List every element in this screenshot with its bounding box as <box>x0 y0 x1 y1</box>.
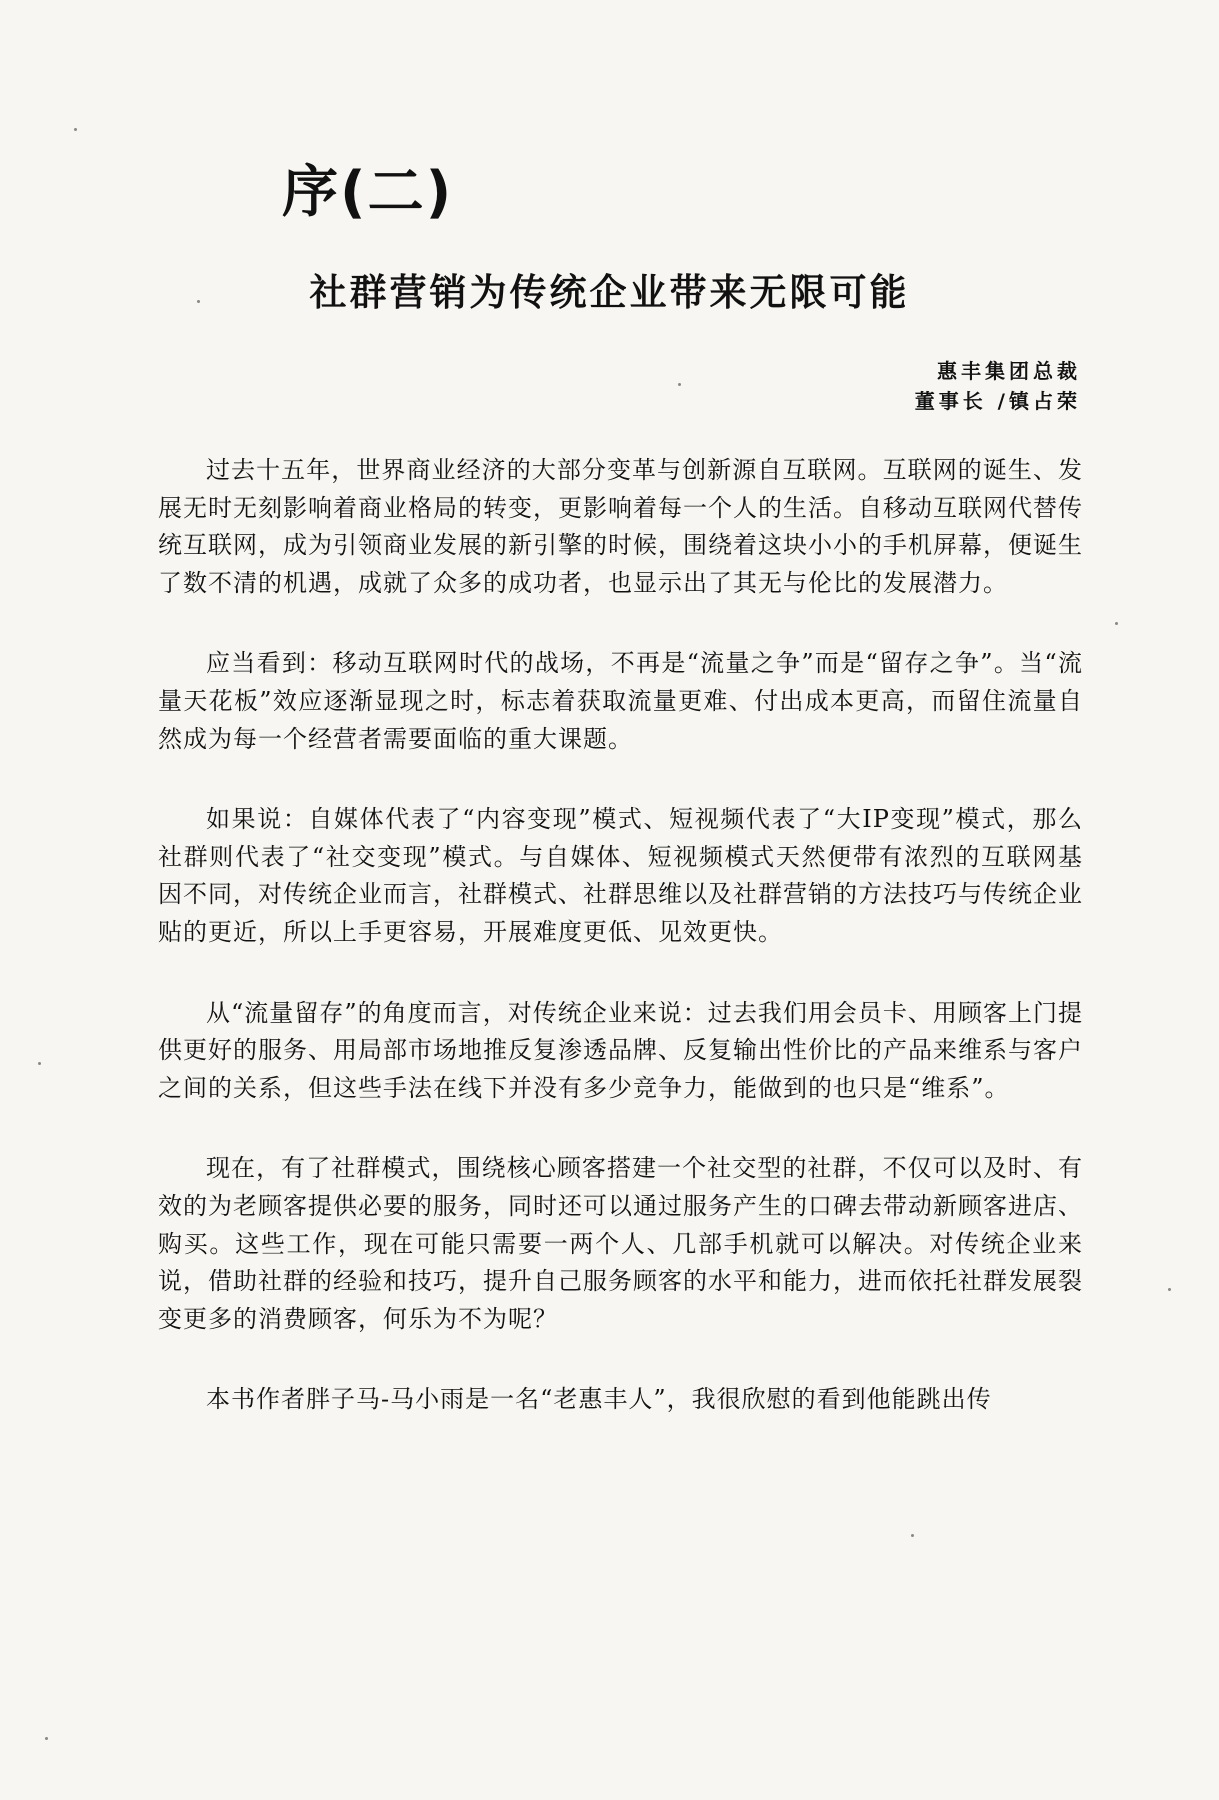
paragraph: 从“流量留存”的角度而言，对传统企业来说：过去我们用会员卡、用顾客上门提供更好的服务、用局部市场地推反复渗透品牌、反复输出性价比的产品来维系与客户之间的关系，但这些手法在线下并没有多少竞争力，能做到的也只是“维系”。 <box>158 998 1083 1102</box>
chapter-title: 序(二) <box>282 160 454 225</box>
paragraph: 如果说：自媒体代表了“内容变现”模式、短视频代表了“大IP变现”模式，那么社群则代表了“社交变现”模式。与自媒体、短视频模式天然便带有浓烈的互联网基因不同，对传统企业而言，社群模式、社群思维以及社群营销的方法技巧与传统企业贴的更近，所以上手更容易，开展难度更低、见效更快。 <box>158 805 1083 946</box>
paragraph: 过去十五年，世界商业经济的大部分变革与创新源自互联网。互联网的诞生、发展无时无刻影响着商业格局的转变，更影响着每一个人的生活。自移动互联网代替传统互联网，成为引领商业发展的新引擎的时候，围绕着这块小小的手机屏幕，便诞生了数不清的机遇，成就了众多的成功者，也显示出了其无与伦比的发展潜力。 <box>158 456 1083 597</box>
scan-speck <box>38 1062 41 1065</box>
author-title-line: 惠丰集团总裁 <box>937 359 1081 383</box>
scan-speck <box>678 383 681 386</box>
scan-speck <box>197 300 200 303</box>
author-name-line: 董事长 /镇占荣 <box>914 389 1081 413</box>
author-attribution <box>915 356 1081 416</box>
scan-speck <box>45 1737 48 1740</box>
preface-subtitle: 社群营销为传统企业带来无限可能 <box>309 271 910 314</box>
scan-speck <box>1168 1288 1171 1291</box>
scan-speck <box>1115 622 1118 625</box>
scan-speck <box>911 1534 914 1537</box>
paragraph: 现在，有了社群模式，围绕核心顾客搭建一个社交型的社群，不仅可以及时、有效的为老顾客提供必要的服务，同时还可以通过服务产生的口碑去带动新顾客进店、购买。这些工作，现在可能只需要一两个人、几部手机就可以解决。对传统企业来说，借助社群的经验和技巧，提升自己服务顾客的水平和能力，进而依托社群发展裂变更多的消费顾客，何乐为不为呢？ <box>158 1154 1083 1333</box>
scan-speck <box>74 128 77 131</box>
paragraph: 应当看到：移动互联网时代的战场，不再是“流量之争”而是“留存之争”。当“流量天花板”效应逐渐显现之时，标志着获取流量更难、付出成本更高，而留住流量自然成为每一个经营者需要面临的重大课题。 <box>158 649 1083 753</box>
body-text <box>158 452 1083 1462</box>
paragraph: 本书作者胖子马-马小雨是一名“老惠丰人”，我很欣慰的看到他能跳出传 <box>206 1385 992 1414</box>
